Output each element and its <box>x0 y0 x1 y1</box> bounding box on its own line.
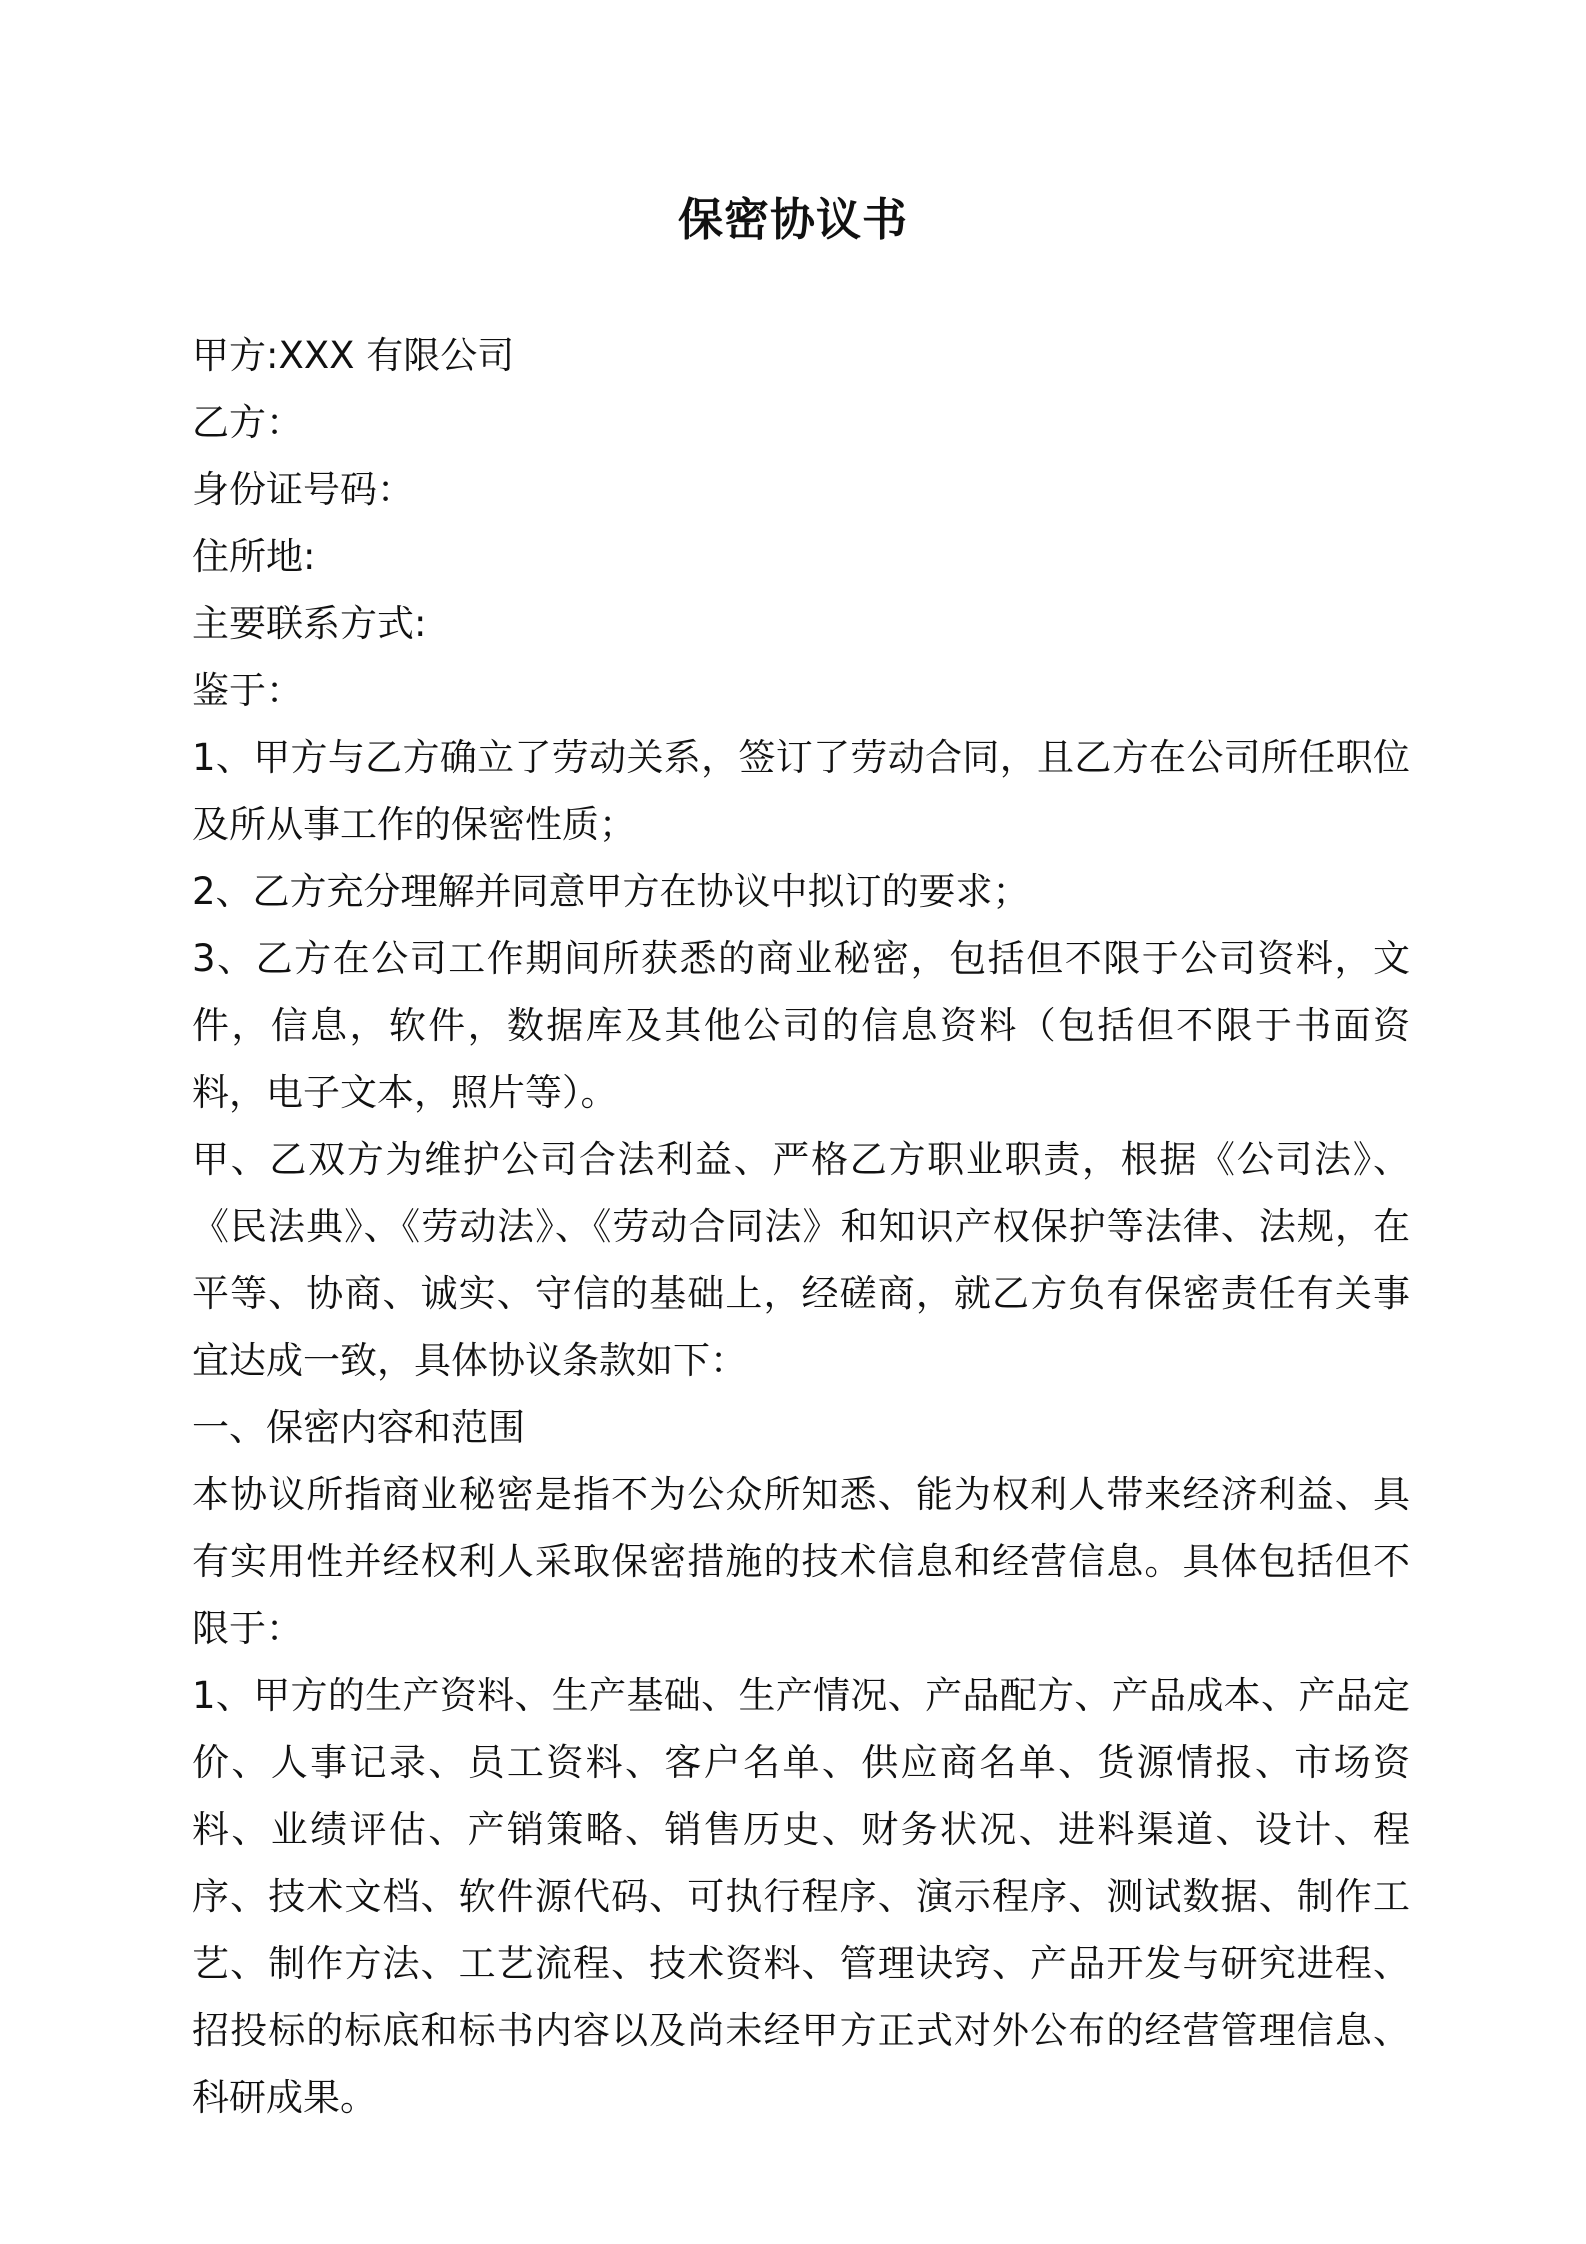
party-a-line: 甲方:XXX 有限公司 <box>192 334 515 377</box>
whereas-heading: 鉴于： <box>192 669 303 712</box>
scope-item-1: 1、甲方的生产资料、生产基础、生产情况、产品配方、产品成本、产品定价、人事记录、员工资料、客户名单、供应商名单、货源情报、市场资料、业绩评估、产销策略、销售历史、财务状况、进料渠道、设计、程序、技术文档、软件源代码、可执行程序、演示程序、测试数据、制作工艺、制作方法、工艺流程、技术资料、管理诀窍、产品开发与研究进程、招投标的标底和标书内容以及尚未经甲方正式对外公布的经营管理信息、科研成果。 <box>192 1674 1410 2119</box>
preamble-paragraph: 甲、乙双方为维护公司合法利益、严格乙方职业职责，根据《公司法》、《民法典》、《劳动法》、《劳动合同法》和知识产权保护等法律、法规，在平等、协商、诚实、守信的基础上，经磋商，就乙方负有保密责任有关事宜达成一致，具体协议条款如下： <box>192 1138 1410 1382</box>
id-number-line: 身份证号码： <box>192 468 414 511</box>
document-body <box>192 322 1410 2131</box>
section-heading-1: 一、保密内容和范围 <box>192 1406 525 1449</box>
document-title: 保密协议书 <box>677 193 908 246</box>
whereas-item-2: 2、乙方充分理解并同意甲方在协议中拟订的要求； <box>192 870 1030 913</box>
contact-line: 主要联系方式: <box>192 602 427 645</box>
whereas-item-1: 1、甲方与乙方确立了劳动关系，签订了劳动合同，且乙方在公司所任职位及所从事工作的保密性质； <box>192 736 1410 846</box>
whereas-item-3: 3、乙方在公司工作期间所获悉的商业秘密，包括但不限于公司资料，文件，信息，软件，数据库及其他公司的信息资料（包括但不限于书面资料，电子文本，照片等）。 <box>192 937 1410 1114</box>
party-b-line: 乙方： <box>192 401 303 444</box>
definition-paragraph: 本协议所指商业秘密是指不为公众所知悉、能为权利人带来经济利益、具有实用性并经权利人采取保密措施的技术信息和经营信息。具体包括但不限于： <box>192 1473 1410 1650</box>
address-line: 住所地: <box>192 535 316 578</box>
